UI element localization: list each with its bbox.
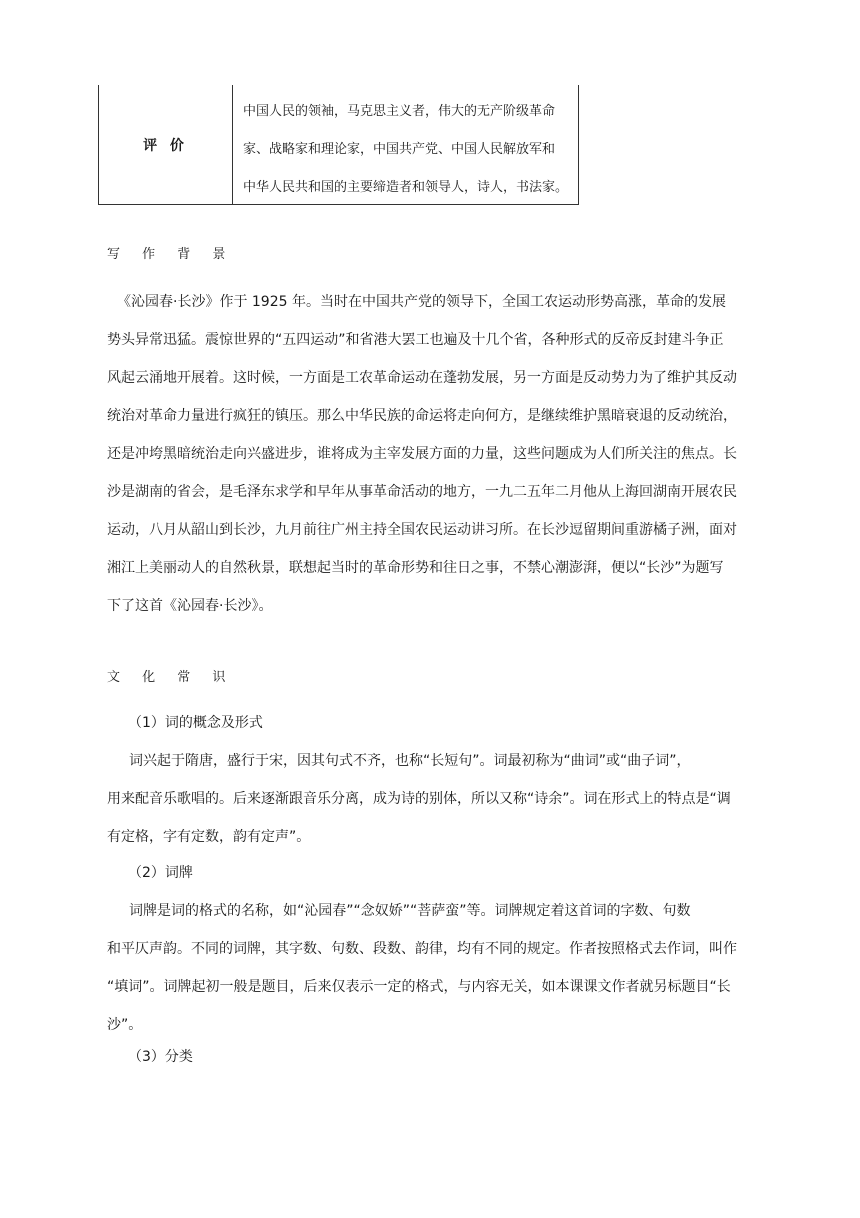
paragraph-line: 有定格，字有定数，韵有定声”。 <box>107 829 311 845</box>
paragraph-line: 词兴起于隋唐，盛行于宋，因其句式不齐，也称“长短句”。词最初称为“曲词”或“曲子词”， <box>129 753 691 769</box>
culture-paragraph-1 <box>107 742 757 856</box>
culture-paragraph-2 <box>107 892 757 1044</box>
paragraph-line: 湘江上美丽动人的自然秋景，联想起当时的革命形势和往日之事，不禁心潮澎湃，便以“长沙”为题写 <box>107 560 724 576</box>
evaluation-content <box>233 85 578 204</box>
evaluation-line: 家、战略家和理论家，中国共产党、中国人民解放军和 <box>243 142 556 157</box>
paragraph-line: 用来配音乐歌唱的。后来逐渐跟音乐分离，成为诗的别体，所以又称“诗余”。词在形式上的特点是“调 <box>107 791 731 807</box>
paragraph-line: 下了这首《沁园春·长沙》。 <box>107 598 273 614</box>
subsection-title-3: （3）分类 <box>128 1049 193 1065</box>
evaluation-label: 评 价 <box>99 85 233 204</box>
paragraph-line: 统治对革命力量进行疯狂的镇压。那么中华民族的命运将走向何方，是继续维护黑暗衰退的反动统治， <box>107 408 737 424</box>
paragraph-line: “填词”。词牌起初一般是题目，后来仅表示一定的格式，与内容无关，如本课课文作者就另标题目“长 <box>107 979 731 995</box>
evaluation-line: 中国人民的领袖，马克思主义者，伟大的无产阶级革命 <box>243 104 556 119</box>
subsection-title-2: （2）词牌 <box>128 865 193 881</box>
paragraph-line: 运动，八月从韶山到长沙，九月前往广州主持全国农民运动讲习所。在长沙逗留期间重游橘子洲，面对 <box>107 522 737 538</box>
paragraph-line: 《沁园春·长沙》作于 1925 年。当时在中国共产党的领导下，全国工农运动形势高涨，革命的发展 <box>117 294 726 310</box>
evaluation-line: 中华人民共和国的主要缔造者和领导人，诗人，书法家。 <box>243 180 569 195</box>
writing-background-paragraph <box>107 283 757 625</box>
paragraph-line: 和平仄声韵。不同的词牌，其字数、句数、段数、韵律，均有不同的规定。作者按照格式去作词，叫作 <box>107 941 737 957</box>
paragraph-line: 沙是湖南的省会，是毛泽东求学和早年从事革命活动的地方，一九二五年二月他从上海回湖南开展农民 <box>107 484 737 500</box>
paragraph-line: 还是冲垮黑暗统治走向兴盛进步，谁将成为主宰发展方面的力量，这些问题成为人们所关注的焦点。长 <box>107 446 737 462</box>
culture-knowledge-heading: 文 化 常 识 <box>107 670 235 685</box>
paragraph-line: 势头异常迅猛。震惊世界的“五四运动”和省港大罢工也遍及十几个省，各种形式的反帝反封建斗争正 <box>107 332 724 348</box>
paragraph-line: 沙”。 <box>107 1017 143 1033</box>
writing-background-heading: 写 作 背 景 <box>107 247 235 262</box>
paragraph-line: 风起云涌地开展着。这时候，一方面是工农革命运动在蓬勃发展，另一方面是反动势力为了维护其反动 <box>107 370 737 386</box>
subsection-title-1: （1）词的概念及形式 <box>128 715 263 731</box>
paragraph-line: 词牌是词的格式的名称，如“沁园春”“念奴娇”“菩萨蛮”等。词牌规定着这首词的字数、句数 <box>129 903 691 919</box>
evaluation-table <box>98 85 579 205</box>
